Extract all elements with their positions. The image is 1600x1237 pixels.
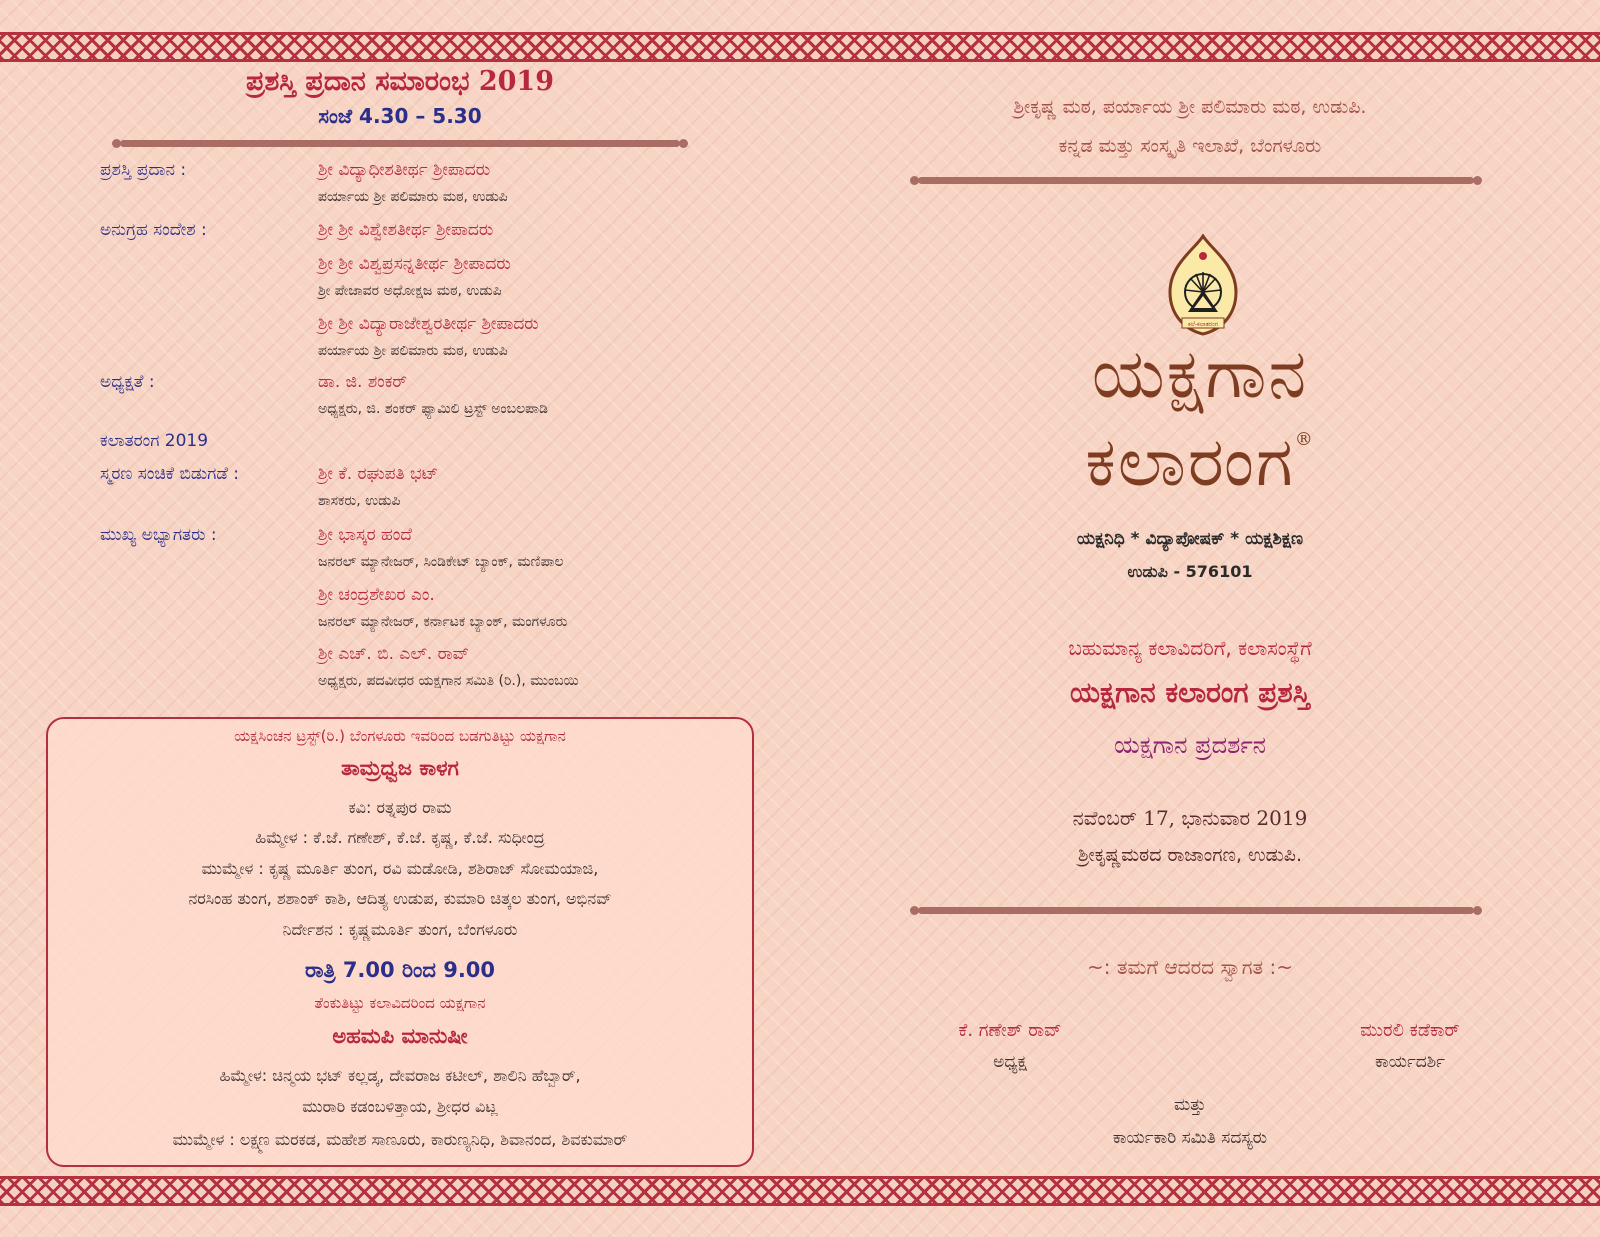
- himmela-line: ಹಿಮ್ಮೇಳ : ಕೆ.ಜೆ. ಗಣೇಶ್, ಕೆ.ಜೆ. ಕೃಷ್ಣ, ಕೆ.ಜೆ. ಸುಧೀಂದ್ರ: [255, 828, 545, 847]
- org-title-text: ಕಲಾರಂಗ: [1085, 423, 1295, 502]
- guest-detail: ಅಧ್ಯಕ್ಷರು, ಜಿ. ಶಂಕರ್ ಫ್ಯಾಮಿಲಿ ಟ್ರಸ್ಟ್ ಅಂಬಲಪಾಡಿ: [318, 401, 548, 417]
- secretary-name: ಮುರಲಿ ಕಡೆಕಾರ್: [1360, 1020, 1460, 1041]
- divider-right-bottom: [918, 907, 1474, 914]
- org-pincode: ಉಡುಪಿ - 576101: [1127, 562, 1253, 581]
- guest-detail: ಜನರಲ್ ಮ್ಯಾನೇಜರ್, ಕರ್ನಾಟಕ ಬ್ಯಾಂಕ್, ಮಂಗಳೂರು: [318, 614, 568, 630]
- divider-left: [120, 140, 680, 147]
- bottom-border-pattern: [0, 1176, 1600, 1206]
- guest-detail: ಶಾಸಕರು, ಉಡುಪಿ: [318, 493, 401, 509]
- president-name: ಕೆ. ಗಣೇಶ್ ರಾವ್: [958, 1020, 1062, 1041]
- role-chief-guests: ಮುಖ್ಯ ಅಭ್ಯಾಗತರು :: [100, 525, 217, 545]
- role-award-presentation: ಪ್ರಶಸ್ತಿ ಪ್ರದಾನ :: [100, 160, 187, 180]
- troupe-intro: ತೆಂಕುತಿಟ್ಟು ಕಲಾವಿದರಿಂದ ಯಕ್ಷಗಾನ: [314, 994, 486, 1012]
- committee-members: ಕಾರ್ಯಕಾರಿ ಸಮಿತಿ ಸದಸ್ಯರು: [1112, 1128, 1268, 1148]
- mummela-line: ಮುಮ್ಮೇಳ : ಲಕ್ಷ್ಮಣ ಮರಕಡ, ಮಹೇಶ ಸಾಣೂರು, ಕಾರುಣ್ಯನಿಧಿ, ಶಿವಾನಂದ, ಶಿವಕುಮಾರ್: [172, 1130, 628, 1149]
- mummela-line: ನರಸಿಂಹ ತುಂಗ, ಶಶಾಂಕ್ ಕಾಶಿ, ಆದಿತ್ಯ ಉಡುಪ, ಕುಮಾರಿ ಚಿತ್ಕಲ ತುಂಗ, ಅಭಿನವ್: [188, 889, 612, 908]
- role-souvenir-release: ಸ್ಮರಣ ಸಂಚಿಕೆ ಬಿಡುಗಡೆ :: [100, 464, 240, 484]
- secretary-role: ಕಾರ್ಯದರ್ಶಿ: [1375, 1052, 1445, 1072]
- role-blessing: ಅನುಗ್ರಹ ಸಂದೇಶ :: [100, 220, 207, 240]
- organizer-line-2: ಕನ್ನಡ ಮತ್ತು ಸಂಸ್ಕೃತಿ ಇಲಾಖೆ, ಬೆಂಗಳೂರು: [1058, 135, 1322, 157]
- guest-name: ಶ್ರೀ ಎಚ್. ಬಿ. ಎಲ್. ರಾವ್: [318, 644, 470, 664]
- event-date: ನವೆಂಬರ್ 17, ಭಾನುವಾರ 2019: [1072, 806, 1308, 830]
- role-presidency: ಅಧ್ಯಕ್ಷತೆ :: [100, 372, 155, 392]
- event-venue: ಶ್ರೀಕೃಷ್ಣಮಠದ ರಾಜಾಂಗಣ, ಉಡುಪಿ.: [1078, 844, 1302, 866]
- org-tagline: ಯಕ್ಷನಿಧಿ * ವಿದ್ಯಾಪೋಷಕ್ * ಯಕ್ಷಶಿಕ್ಷಣ: [1076, 529, 1304, 549]
- and-label: ಮತ್ತು: [1173, 1095, 1207, 1115]
- guest-detail: ಜನರಲ್ ಮ್ಯಾನೇಜರ್, ಸಿಂಡಿಕೇಟ್ ಬ್ಯಾಂಕ್, ಮಣಿಪಾಲ: [318, 554, 564, 570]
- honor-line: ಬಹುಮಾನ್ಯ ಕಲಾವಿದರಿಗೆ, ಕಲಾಸಂಸ್ಥೆಗೆ: [1068, 636, 1312, 660]
- yakshagana-kalaranga-logo: [1166, 234, 1240, 338]
- top-border-pattern: [0, 32, 1600, 62]
- org-title-line-1: ಯಕ್ಷಗಾನ: [1091, 335, 1309, 414]
- divider-right-top: [918, 177, 1474, 184]
- ceremony-time: ಸಂಜೆ 4.30 – 5.30: [318, 104, 482, 128]
- guest-name: ಶ್ರೀ ಕೆ. ರಘುಪತಿ ಭಟ್: [318, 464, 439, 484]
- troupe-intro: ಯಕ್ಷಸಿಂಚನ ಟ್ರಸ್ಟ್(ರಿ.) ಬೆಂಗಳೂರು ಇವರಿಂದ ಬಡಗುತಿಟ್ಟು ಯಕ್ಷಗಾನ: [234, 727, 566, 745]
- guest-name: ಶ್ರೀ ವಿದ್ಯಾಧೀಶತೀರ್ಥ ಶ್ರೀಪಾದರು: [318, 160, 491, 180]
- organizer-line-1: ಶ್ರೀಕೃಷ್ಣ ಮಠ, ಪರ್ಯಾಯ ಶ್ರೀ ಪಲಿಮಾರು ಮಠ, ಉಡುಪಿ.: [1013, 96, 1367, 118]
- welcome-line: ~: ತಮಗೆ ಆದರದ ಸ್ವಾಗತ :~: [1087, 955, 1293, 979]
- mummela-line: ಮುಮ್ಮೇಳ : ಕೃಷ್ಣ ಮೂರ್ತಿ ತುಂಗ, ರವಿ ಮಡೋಡಿ, ಶಶಿರಾಜ್ ಸೋಮಯಾಜಿ,: [201, 859, 599, 878]
- logo-caption: ಕಲೆ-ಕಲಾತರಂಗ: [1188, 321, 1218, 328]
- award-title: ಯಕ್ಷಗಾನ ಕಲಾರಂಗ ಪ್ರಶಸ್ತಿ: [1069, 676, 1311, 709]
- himmela-line: ಮುರಾರಿ ಕಡಂಬಳಿತ್ತಾಯ, ಶ್ರೀಧರ ವಿಟ್ಲ: [302, 1097, 498, 1116]
- registered-mark: ®: [1294, 429, 1315, 450]
- guest-detail: ಪರ್ಯಾಯ ಶ್ರೀ ಪಲಿಮಾರು ಮಠ, ಉಡುಪಿ: [318, 343, 508, 359]
- guest-detail: ಪರ್ಯಾಯ ಶ್ರೀ ಪಲಿಮಾರು ಮಠ, ಉಡುಪಿ: [318, 189, 508, 205]
- kalataranga-label: ಕಲಾತರಂಗ 2019: [100, 431, 209, 451]
- guest-name: ಶ್ರೀ ಚಂದ್ರಶೇಖರ ಎಂ.: [318, 585, 435, 605]
- guest-detail: ಅಧ್ಯಕ್ಷರು, ಪದವೀಧರ ಯಕ್ಷಗಾನ ಸಮಿತಿ (ರಿ.), ಮುಂಬಯಿ: [318, 673, 579, 689]
- director-line: ನಿರ್ದೇಶನ : ಕೃಷ್ಣಮೂರ್ತಿ ತುಂಗ, ಬೆಂಗಳೂರು: [282, 920, 518, 939]
- org-title-line-2: [980, 423, 1420, 503]
- guest-detail: ಶ್ರೀ ಪೇಜಾವರ ಅಧೋಕ್ಷಜ ಮಠ, ಉಡುಪಿ: [318, 283, 502, 299]
- award-ceremony-title: ಪ್ರಶಸ್ತಿ ಪ್ರದಾನ ಸಮಾರಂಭ 2019: [246, 66, 554, 97]
- guest-name: ಶ್ರೀ ಭಾಸ್ಕರ ಹಂದೆ: [318, 525, 412, 545]
- poet-line: ಕವಿ: ರತ್ನಪುರ ರಾಮ: [348, 798, 452, 817]
- guest-name: ಡಾ. ಜಿ. ಶಂಕರ್: [318, 372, 407, 392]
- performance-title: ಯಕ್ಷಗಾನ ಪ್ರದರ್ಶನ: [1113, 731, 1266, 759]
- guest-name: ಶ್ರೀ ಶ್ರೀ ವಿದ್ಯಾರಾಜೇಶ್ವರತೀರ್ಥ ಶ್ರೀಪಾದರು: [318, 314, 539, 334]
- play-title-1: ತಾಮ್ರಧ್ವಜ ಕಾಳಗ: [341, 756, 459, 780]
- president-role: ಅಧ್ಯಕ್ಷ: [993, 1052, 1027, 1072]
- play-title-2: ಅಹಮಪಿ ಮಾನುಷೀ: [332, 1024, 468, 1048]
- guest-name: ಶ್ರೀ ಶ್ರೀ ವಿಶ್ವೇಶತೀರ್ಥ ಶ್ರೀಪಾದರು: [318, 220, 494, 240]
- night-time: ರಾತ್ರಿ 7.00 ರಿಂದ 9.00: [304, 958, 496, 982]
- himmela-line: ಹಿಮ್ಮೇಳ: ಚಿನ್ಮಯ ಭಟ್ ಕಲ್ಲಡ್ಕ, ದೇವರಾಜ ಕಟೀಲ್, ಶಾಲಿನಿ ಹೆಬ್ಬಾರ್,: [219, 1066, 581, 1085]
- guest-name: ಶ್ರೀ ಶ್ರೀ ವಿಶ್ವಪ್ರಸನ್ನತೀರ್ಥ ಶ್ರೀಪಾದರು: [318, 254, 511, 274]
